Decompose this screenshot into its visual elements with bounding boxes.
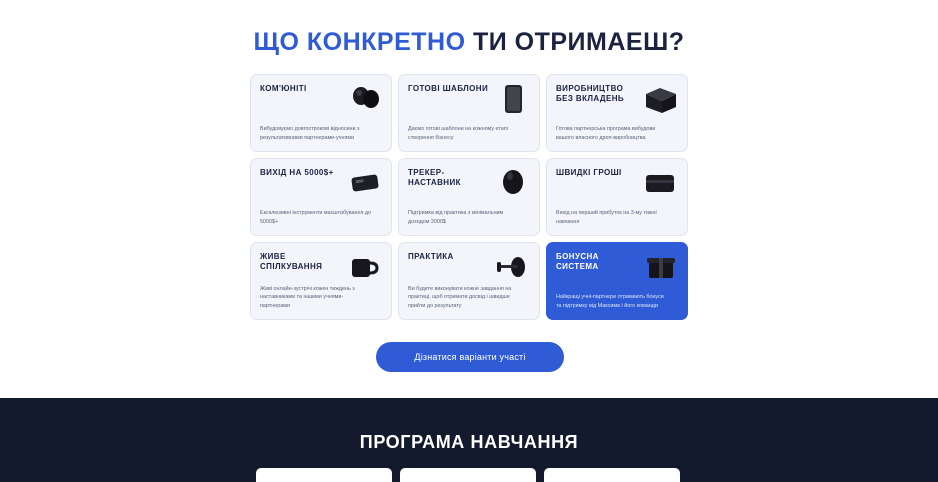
page-title-rest: ТИ ОТРИМАЕШ?	[472, 28, 685, 56]
benefit-card-highlighted[interactable]	[546, 242, 688, 320]
powerbank-icon	[340, 166, 384, 200]
earbuds-icon	[340, 82, 384, 116]
benefit-card[interactable]	[250, 74, 392, 152]
benefit-card-title: КОМ'ЮНІТІ	[260, 84, 307, 93]
benefit-card[interactable]	[546, 74, 688, 152]
benefit-card-desc: Готова партнерська програма вибудови вашого власного дроп-виробництва	[556, 126, 656, 141]
wallet-icon	[636, 166, 680, 200]
benefit-card-title: БОНУСНА СИСТЕМА	[556, 252, 599, 271]
benefit-card[interactable]	[546, 158, 688, 236]
benefit-card-desc: Вибудовуємо довгострокові відносини з результативними партнерами-учнями	[260, 126, 360, 141]
benefit-card-title: ШВИДКІ ГРОШІ	[556, 168, 622, 177]
benefit-card[interactable]	[250, 242, 392, 320]
benefit-card-desc: Ексклюзивні інструменти масштабування до 5000$+	[260, 210, 372, 225]
gift-icon	[636, 250, 680, 284]
benefits-grid	[250, 74, 688, 320]
mug-icon	[340, 250, 384, 284]
benefit-card[interactable]	[398, 158, 540, 236]
page-title-accent: ЩО КОНКРЕТНО	[253, 28, 466, 56]
benefit-card[interactable]	[398, 74, 540, 152]
benefit-card-desc: Живі онлайн-зустрічі кожен тиждень з наставниками та іншими учнями-партнерами	[260, 285, 355, 309]
benefit-card-title: ВИХІД НА 5000$+	[260, 168, 334, 177]
benefit-card-desc: Найкращі учні-партнери отримають бонуси та підтримку від Максима і його команди	[556, 294, 664, 309]
benefit-card-desc: Підтримка від практика з мінімальним доходом 2000$	[408, 210, 504, 225]
benefit-card-desc: Ви будете виконувати кожне завдання на практиці, щоб отримати досвід і швидше прийти до результату	[408, 285, 512, 309]
benefit-card-title: ПРАКТИКА	[408, 252, 454, 261]
program-title: ПРОГРАМА НАВЧАННЯ	[359, 432, 579, 452]
benefit-card-desc: Даємо готові шаблони на кожному етапі створення бізнесу	[408, 126, 508, 141]
dumbbell-icon	[488, 250, 532, 284]
benefit-card[interactable]	[250, 158, 392, 236]
box-icon	[636, 82, 680, 116]
benefit-card-title: ТРЕКЕР-НАСТАВНИК	[408, 168, 461, 187]
smartphone-icon	[488, 82, 532, 116]
benefit-card-title: ЖИВЕ СПІЛКУВАННЯ	[260, 252, 323, 271]
cta-button[interactable]: Дізнатися варіанти участі	[376, 342, 564, 372]
benefit-card-title: ГОТОВІ ШАБЛОНИ	[408, 84, 489, 93]
benefit-card-desc: Вихід на перший прибуток на 3-му тижні навчання	[556, 210, 657, 225]
benefit-card-title: ВИРОБНИЦТВО БЕЗ ВКЛАДЕНЬ	[556, 84, 625, 103]
page-title	[0, 28, 938, 57]
mouse-icon	[488, 166, 532, 200]
benefit-card[interactable]	[398, 242, 540, 320]
